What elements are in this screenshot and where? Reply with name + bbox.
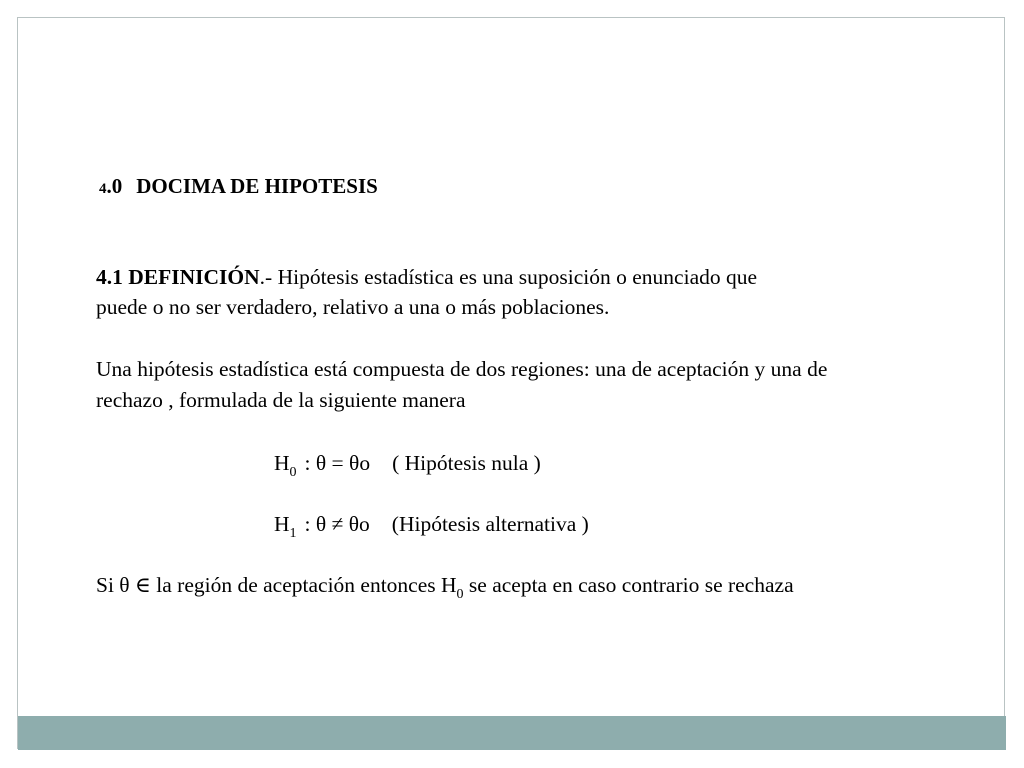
null-hypothesis (274, 450, 541, 480)
paragraph-line-1: Una hipótesis estadística está compuesta de dos regiones: una de aceptación y una de (96, 357, 828, 381)
h1-subscript: 1 (289, 526, 297, 541)
heading-title: DOCIMA DE HIPOTESIS (136, 174, 378, 198)
definition-line-1 (96, 264, 757, 290)
footer-bar (18, 716, 1006, 750)
conclusion-line (96, 572, 794, 602)
h0-subscript: 0 (289, 465, 297, 480)
definition-text: .- Hipótesis estadística es una suposición o enunciado que (259, 265, 758, 289)
h0-symbol: H (274, 451, 290, 475)
conclusion-subscript: 0 (456, 587, 464, 602)
h1-expression: : θ ≠ θo (304, 512, 370, 536)
h1-symbol: H (274, 512, 290, 536)
alternative-hypothesis (274, 511, 589, 541)
h0-note: ( Hipótesis nula ) (392, 451, 541, 475)
h0-expression: : θ = θo (304, 451, 371, 475)
h1-note: (Hipótesis alternativa ) (391, 512, 589, 536)
conclusion-prefix: Si θ ∈ la región de aceptación entonces H (96, 573, 457, 597)
slide (17, 17, 1005, 749)
paragraph-line-2: rechazo , formulada de la siguiente manera (96, 388, 466, 412)
definition-line-2: puede o no ser verdadero, relativo a una o más poblaciones. (96, 295, 610, 319)
heading-number: 4 (99, 181, 107, 197)
definition-label: 4.1 DEFINICIÓN (96, 265, 260, 289)
conclusion-suffix: se acepta en caso contrario se rechaza (463, 573, 794, 597)
section-heading (99, 173, 378, 202)
heading-number-suffix: .0 (106, 174, 123, 198)
